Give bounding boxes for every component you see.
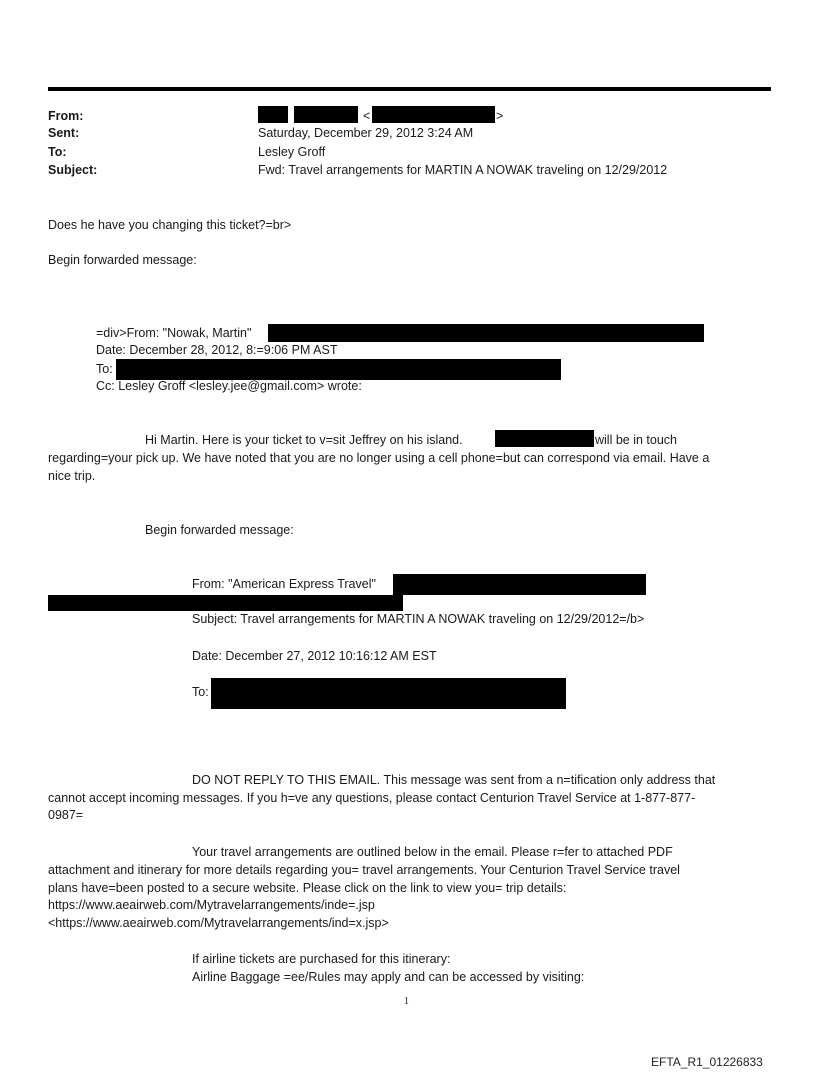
travel-line3: plans have=been posted to a secure website. Please click on the link to view you= trip details:: [48, 881, 567, 895]
msg-line3: nice trip.: [48, 469, 96, 483]
subject-value: Fwd: Travel arrangements for MARTIN A NOWAK traveling on 12/29/2012: [258, 163, 668, 177]
redaction-block: [495, 430, 594, 447]
travel-link-2[interactable]: <https://www.aeairweb.com/Mytravelarrangements/ind=x.jsp>: [48, 916, 389, 930]
document-id: EFTA_R1_01226833: [651, 1055, 763, 1069]
msg-line1-a: Hi Martin. Here is your ticket to v=sit Jeffrey on his island.: [145, 433, 463, 447]
to-label: To:: [48, 145, 67, 159]
subject-label: Subject:: [48, 163, 98, 177]
to-value: Lesley Groff: [258, 145, 326, 159]
redaction-block: [116, 359, 561, 380]
redaction-block: [268, 324, 704, 342]
fwd2-subject: Subject: Travel arrangements for MARTIN A NOWAK traveling on 12/29/2012=/b>: [192, 612, 645, 626]
fwd1-from: =div>From: "Nowak, Martin": [96, 326, 252, 340]
begin-forwarded-1: Begin forwarded message:: [48, 253, 197, 267]
msg-line1-b: will be in touch: [595, 433, 677, 447]
fwd2-from: From: "American Express Travel": [192, 577, 376, 591]
fwd2-date: Date: December 27, 2012 10:16:12 AM EST: [192, 649, 437, 663]
fwd1-date: Date: December 28, 2012, 8:=9:06 PM AST: [96, 343, 338, 357]
from-lt: <: [363, 109, 371, 123]
fwd1-to: To:: [96, 362, 113, 376]
fwd2-to: To:: [192, 685, 209, 699]
redaction-block: [372, 106, 495, 123]
airline-line1: If airline tickets are purchased for this itinerary:: [192, 952, 451, 966]
redaction-block: [393, 574, 646, 595]
from-label: From:: [48, 109, 84, 123]
question-line: Does he have you changing this ticket?=br>: [48, 218, 292, 232]
redaction-block: [211, 678, 566, 709]
page-number: 1: [404, 996, 409, 1007]
fwd1-cc: Cc: Lesley Groff <lesley.jee@gmail.com> wrote:: [96, 379, 362, 393]
dnr-line1: DO NOT REPLY TO THIS EMAIL. This message was sent from a n=tification only address that: [192, 773, 716, 787]
redaction-block: [48, 595, 403, 611]
dnr-line3: 0987=: [48, 808, 84, 822]
from-gt: >: [496, 109, 504, 123]
travel-line1: Your travel arrangements are outlined below in the email. Please r=fer to attached PDF: [192, 845, 673, 859]
begin-forwarded-2: Begin forwarded message:: [145, 523, 294, 537]
travel-line2: attachment and itinerary for more details regarding you= travel arrangements. Your Centurion Travel Service travel: [48, 863, 680, 877]
sent-label: Sent:: [48, 126, 80, 140]
airline-line2: Airline Baggage =ee/Rules may apply and can be accessed by visiting:: [192, 970, 585, 984]
header-rule: [48, 87, 771, 91]
sent-value: Saturday, December 29, 2012 3:24 AM: [258, 126, 474, 140]
redaction-block: [294, 106, 358, 123]
msg-line2: regarding=your pick up. We have noted that you are no longer using a cell phone=but can correspond via email. Have a: [48, 451, 710, 465]
redaction-block: [258, 106, 288, 123]
dnr-line2: cannot accept incoming messages. If you h=ve any questions, please contact Centurion Travel Service at 1-877-877-: [48, 791, 696, 805]
travel-link-1[interactable]: https://www.aeairweb.com/Mytravelarrangements/inde=.jsp: [48, 898, 375, 912]
